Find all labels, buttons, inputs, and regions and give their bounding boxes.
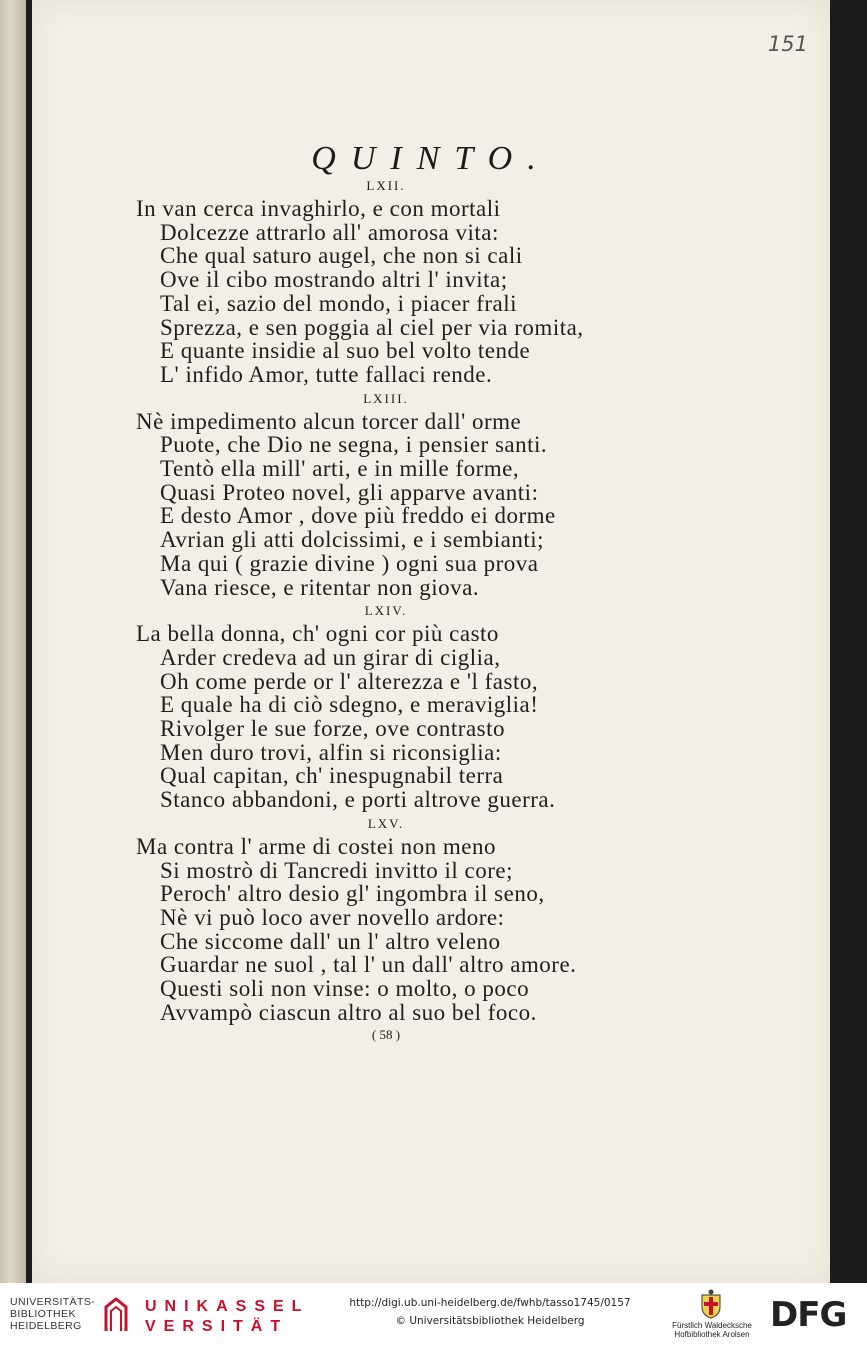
verse-line: Dolcezze attrarlo all' amorosa vita: <box>160 219 499 245</box>
copyright-notice: © Universitätsbibliothek Heidelberg <box>395 1315 585 1327</box>
verse-line: Qual capitan, ch' inespugnabil terra <box>160 763 504 789</box>
verse-line: Quasi Proteo novel, gli apparve avanti: <box>160 479 539 505</box>
verse-line: Guardar ne suol , tal l' un dall' altro amore. <box>160 952 577 978</box>
verse-line: Avvampò ciascun altro al suo bel foco. <box>160 999 537 1025</box>
verse-line: Avrian gli atti dolcissimi, e i sembianti; <box>160 527 545 553</box>
footer-bar <box>0 1283 867 1347</box>
verse-line: In van cerca invaghirlo, e con mortali <box>136 196 501 221</box>
verse-line: E desto Amor , dove più freddo ei dorme <box>160 503 556 529</box>
dfg-logo: DFG <box>770 1295 847 1335</box>
running-head: QUINTO. <box>311 140 551 177</box>
verse-line: Tentò ella mill' arti, e in mille forme, <box>160 456 520 482</box>
verse-line: Sprezza, e sen poggia al ciel per via romita, <box>160 314 584 340</box>
verse-line: Nè vi può loco aver novello ardore: <box>160 904 505 930</box>
stanza-numeral: LXII. <box>366 178 406 193</box>
stanza-numeral: LXV. <box>367 815 405 831</box>
verse-line: Si mostrò di Tancredi invitto il core; <box>160 857 513 883</box>
permalink-url[interactable]: http://digi.ub.uni-heidelberg.de/fwhb/tasso1745/0157 <box>349 1297 631 1309</box>
verse-line: Tal ei, sazio del mondo, i piacer frali <box>160 290 518 316</box>
verse-line: Oh come perde or l' alterezza e 'l fasto, <box>160 668 539 694</box>
poem-text <box>136 174 736 1045</box>
verse-line: La bella donna, ch' ogni cor più casto <box>136 621 499 647</box>
stanza-numeral: LXIII. <box>363 390 409 406</box>
verse-line: Rivolger le sue forze, ove contrasto <box>160 716 505 742</box>
verse-line: E quale ha di ciò sdegno, e meraviglia! <box>160 692 539 718</box>
book-page <box>32 0 830 1283</box>
verse-line: Nè impedimento alcun torcer dall' orme <box>136 408 522 434</box>
verse-line: Questi soli non vinse: o molto, o poco <box>160 976 530 1002</box>
arolsen-library-name: Fürstlich Waldecksche Hofbibliothek Arolsen <box>672 1321 752 1339</box>
verse-line: Stanco abbandoni, e porti altrove guerra. <box>160 787 556 813</box>
verse-line: Ove il cibo mostrando altri l' invita; <box>160 267 508 293</box>
verse-line: Men duro trovi, alfin si riconsiglia: <box>160 739 502 765</box>
verse-line: Arder credeva ad un girar di ciglia, <box>160 644 501 670</box>
verse-line: Vana riesce, e ritentar non giova. <box>160 574 480 600</box>
verse-line: Ma qui ( grazie divine ) ogni sua prova <box>160 550 539 576</box>
page-number: 151 <box>767 32 808 56</box>
ub-heidelberg-logo-icon <box>100 1297 132 1333</box>
verse-line: Peroch' altro desio gl' ingombra il seno, <box>160 881 545 907</box>
verse-line: Che siccome dall' un l' altro veleno <box>160 928 501 954</box>
verse-line: E quante insidie al suo bel volto tende <box>160 338 531 364</box>
stanza-numeral: LXIV. <box>364 603 408 619</box>
ub-heidelberg-name: UNIVERSITÄTS- BIBLIOTHEK HEIDELBERG <box>10 1296 96 1332</box>
folio: ( 58 ) <box>371 1026 401 1042</box>
arolsen-crest-icon <box>700 1289 722 1319</box>
verse-line: Ma contra l' arme di costei non meno <box>136 833 497 859</box>
book-left-edge <box>0 0 26 1283</box>
verse-line: Puote, che Dio ne segna, i pensier santi. <box>160 432 548 458</box>
verse-line: Che qual saturo augel, che non si cali <box>160 243 523 269</box>
uni-kassel-logo: UNIKASSEL VERSITÄT <box>145 1298 310 1335</box>
verse-line: L' infido Amor, tutte fallaci rende. <box>160 361 493 387</box>
